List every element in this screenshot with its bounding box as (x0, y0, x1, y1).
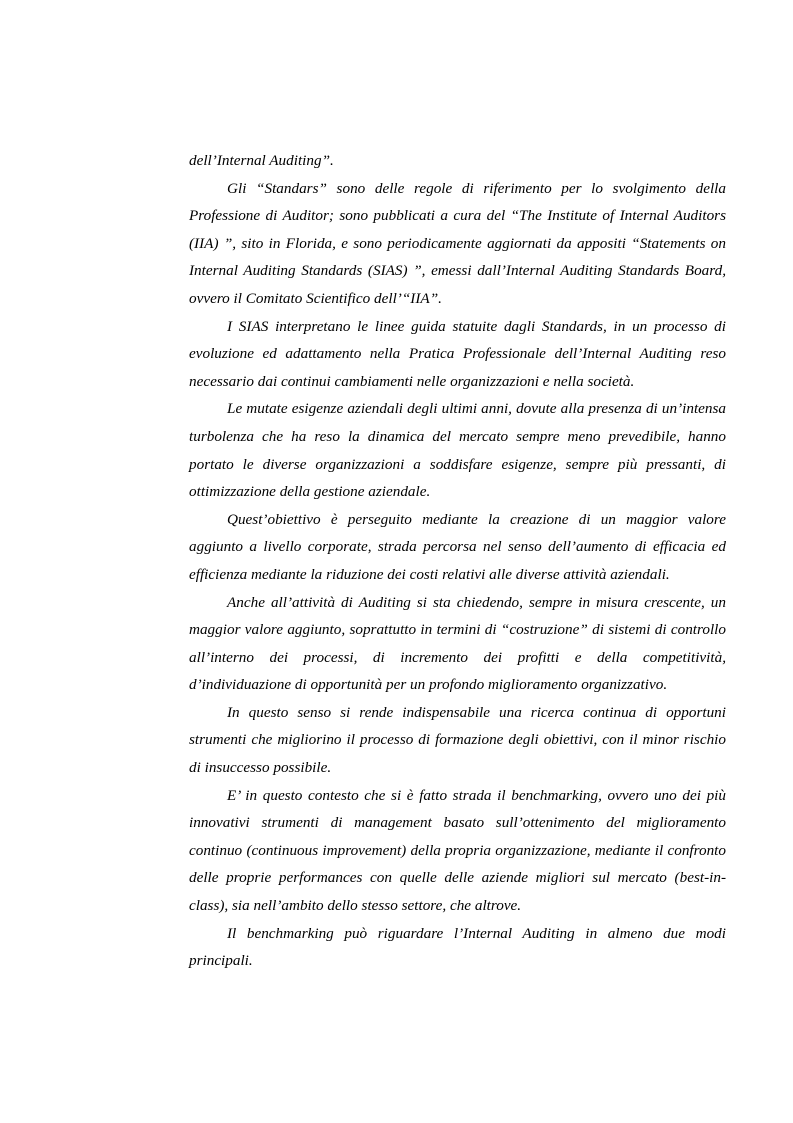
body-text (189, 147, 726, 975)
paragraph-esigenze: Le mutate esigenze aziendali degli ultimi anni, dovute alla presenza di un’intensa turbolenza che ha reso la dinamica del mercato sempre meno prevedibile, hanno portato le diverse organizzazioni a soddisfare esigenze, sempre più pressanti, di ottimizzazione della gestione aziendale. (189, 400, 726, 501)
paragraph-auditing: Anche all’attività di Auditing si sta chiedendo, sempre in misura crescente, un maggior valore aggiunto, soprattutto in termini di “costruzione” di sistemi di controllo all’interno dei processi, di incremento dei profitti e della competitività, d’individuazione di opportunità per un profondo miglioramento organizzativo. (189, 593, 726, 694)
paragraph-continuation: dell’Internal Auditing”. (189, 152, 334, 169)
paragraph-standards: Gli “Standars” sono delle regole di riferimento per lo svolgimento della Professione di Auditor; sono pubblicati a cura del “The Institute of Internal Auditors (IIA) ”, sito in Florida, e sono periodicamente aggiornati da appositi “Statements on Internal Auditing Standards (SIAS) ”, emessi dall’Internal Auditing Standards Board, ovvero il Comitato Scientifico dell’“IIA”. (189, 179, 726, 307)
paragraph-benchmarking: E’ in questo contesto che si è fatto strada il benchmarking, ovvero uno dei più innovativi strumenti di management basato sull’ottenimento del miglioramento continuo (continuous improvement) della propria organizzazione, mediante il confronto delle proprie performances con quelle delle aziende migliori sul mercato (best-in-class), sia nell’ambito dello stesso settore, che altrove. (189, 786, 726, 915)
paragraph-obiettivo: Quest’obiettivo è perseguito mediante la creazione di un maggior valore aggiunto a livello corporate, strada percorsa nel senso dell’aumento di efficacia ed efficienza mediante la riduzione dei costi relativi alle diverse attività aziendali. (189, 510, 726, 583)
paragraph-ricerca: In questo senso si rende indispensabile una ricerca continua di opportuni strumenti che migliorino il processo di formazione degli obiettivi, con il minor rischio di insuccesso possibile. (189, 703, 726, 777)
paragraph-modi: Il benchmarking può riguardare l’Internal Auditing in almeno due modi principali. (189, 924, 726, 970)
paragraph-sias: I SIAS interpretano le linee guida statuite dagli Standards, in un processo di evoluzione ed adattamento nella Pratica Professionale dell’Internal Auditing reso necessario dai continui cambiamenti nelle organizzazioni e nella società. (189, 317, 726, 390)
